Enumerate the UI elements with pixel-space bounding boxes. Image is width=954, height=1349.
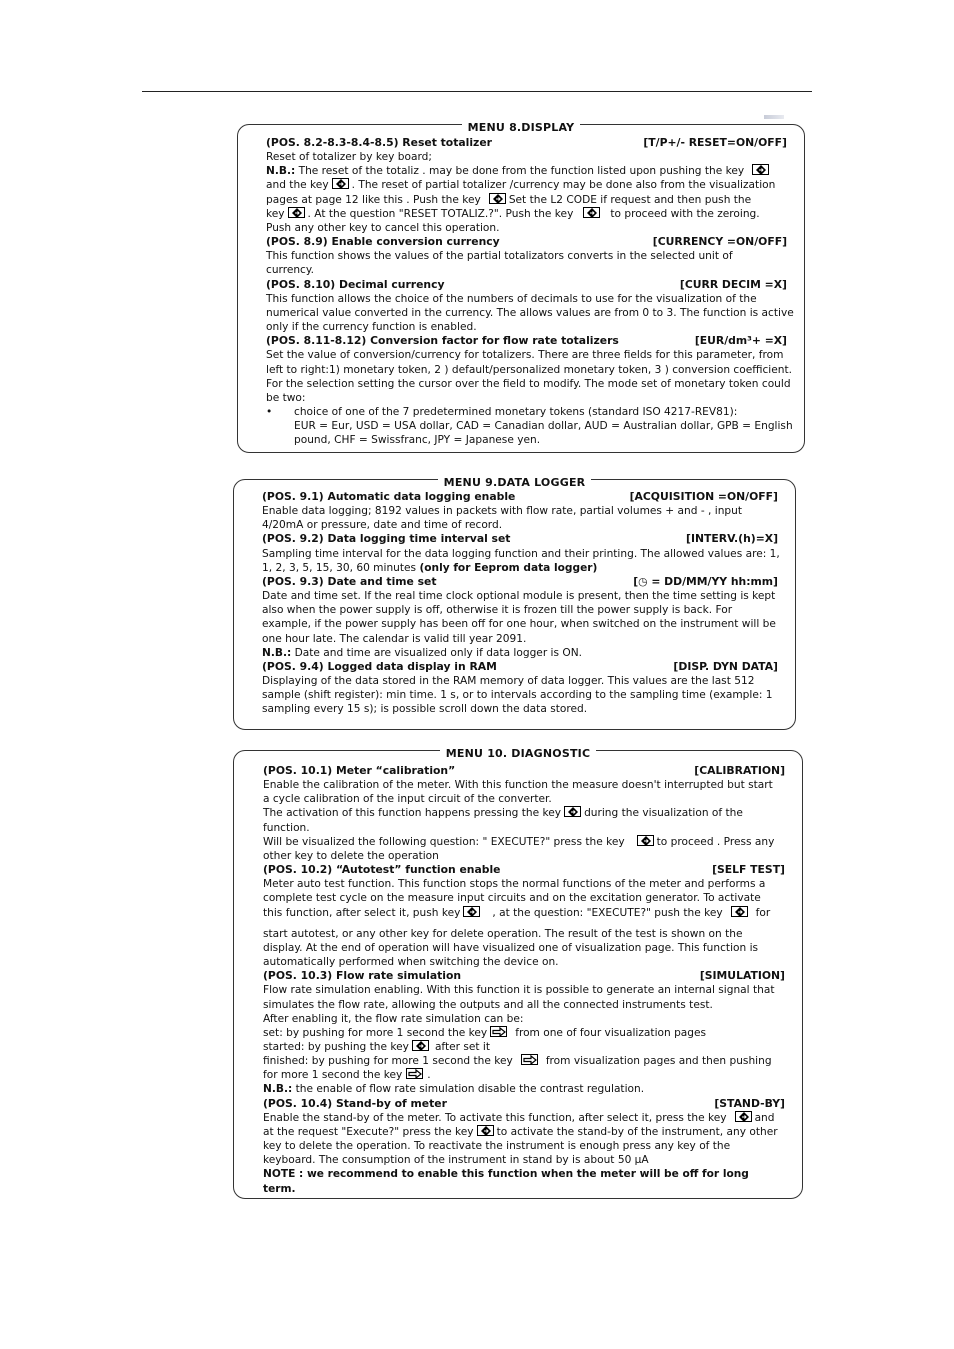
- text-line: Push any other key to cancel this operation.: [266, 221, 500, 234]
- text-line: example, if the power supply has been off for one hour, when switched on the instrument will be: [262, 618, 776, 631]
- enter-key-icon: [332, 178, 349, 189]
- enter-key-icon: [731, 906, 748, 917]
- enter-key-icon: [583, 207, 600, 218]
- text-line: complete test cycle on the measure input circuits and on the excitation generator. To activate: [263, 892, 761, 905]
- text-line: For the selection setting the cursor over the field to modify. The mode set of monetary token could: [266, 377, 791, 390]
- text-line: a cycle calibration of the input circuit of the converter.: [263, 793, 552, 806]
- text-line: N.B.: The reset of the totaliz . may be done from the function listed upon pushing the key: [266, 164, 787, 178]
- pos-9-1-heading: (POS. 9.1) Automatic data logging enable [ACQUISITION =ON/OFF]: [262, 490, 778, 503]
- text-line: Enable the calibration of the meter. With this function the measure doesn't interrupted but start: [263, 779, 773, 792]
- enter-key-icon: [637, 835, 654, 846]
- pos-8-11-heading: (POS. 8.11-8.12) Conversion factor for flow rate totalizers [EUR/dm³+ =X]: [266, 334, 787, 348]
- note-line: term.: [263, 1182, 296, 1195]
- text-line: Enable data logging; 8192 values in packets with flow rate, partial volumes + and - , input: [262, 505, 743, 518]
- enter-key-icon: [477, 1125, 494, 1136]
- pos-9-3-heading: (POS. 9.3) Date and time set [◷ = DD/MM/YY hh:mm]: [262, 574, 778, 588]
- menu9-panel: [233, 476, 796, 730]
- text-line: Date and time set. If the real time clock optional module is present, then the time setting is kept: [262, 590, 776, 603]
- text-line: key . At the question "RESET TOTALIZ.?". Push the key to proceed with the zeroing.: [266, 207, 760, 220]
- text-line: sample (shift register): min time. 1 s, or to intervals according to the sampling time (example: 1: [262, 689, 773, 702]
- text-line: Meter auto test function. This function stops the normal functions of the meter and performs a: [263, 878, 766, 891]
- text-line: only if the currency function is enabled.: [266, 321, 477, 334]
- text-line: also when the power supply is off, otherwise it is frozen till the power supply is back. For: [262, 604, 733, 617]
- text-line: display. At the end of operation will have visualized one of visualization page. This function is: [263, 941, 759, 954]
- menu9-title: MENU 9.DATA LOGGER: [234, 471, 795, 490]
- enter-key-icon: [752, 164, 769, 175]
- enter-key-icon: [735, 1111, 752, 1122]
- text-line: Enable the stand-by of the meter. To activate this function, after select it, press the key and: [263, 1111, 775, 1124]
- text-line: left to right:1) monetary token, 2 ) default/personalized monetary token, 3 ) conversion coefficient.: [266, 363, 792, 376]
- text-line: This function allows the choice of the numbers of decimals to use for the visualization of the: [266, 292, 757, 305]
- text-line: be two:: [266, 391, 306, 404]
- enter-key-icon: [463, 906, 480, 917]
- text-line: function.: [263, 821, 310, 834]
- pos-9-4-heading: (POS. 9.4) Logged data display in RAM [DISP. DYN DATA]: [262, 659, 778, 673]
- enter-key-icon: [564, 806, 581, 817]
- text-line: set: by pushing for more 1 second the key from one of four visualization pages: [263, 1026, 707, 1039]
- text-line: EUR = Eur, USD = USA dollar, CAD = Canadian dollar, AUD = Australian dollar, GPB = English: [294, 420, 793, 433]
- note-line: NOTE : we recommend to enable this function when the meter will be off for long: [263, 1168, 749, 1181]
- text-line: Displaying of the data stored in the RAM memory of data logger. This values are the last 512: [262, 675, 755, 688]
- menu8-panel: [237, 121, 805, 453]
- pos-10-4-heading: (POS. 10.4) Stand-by of meter [STAND-BY]: [263, 1096, 785, 1110]
- scan-mark: [764, 115, 784, 119]
- text-line: 1, 2, 3, 5, 15, 30, 60 minutes (only for Eeprom data logger): [262, 561, 598, 574]
- menu8-title: MENU 8.DISPLAY: [238, 116, 804, 135]
- pos-8-10-heading: (POS. 8.10) Decimal currency [CURR DECIM =X]: [266, 277, 787, 291]
- enter-key-icon: [288, 207, 305, 218]
- text-line: pound, CHF = Swissfranc, JPY = Japanese yen.: [294, 434, 541, 447]
- text-line: at the request "Execute?" press the key to activate the stand-by of the instrument, any other: [263, 1125, 778, 1138]
- enter-key-icon: [489, 193, 506, 204]
- right-arrow-key-icon: [521, 1054, 538, 1065]
- text-line: This function shows the values of the partial totalizators converts in the selected unit of: [266, 250, 733, 263]
- text-line: simulates the flow rate, allowing the outputs and all the connected instruments test.: [263, 998, 713, 1011]
- text-line: currency.: [266, 264, 315, 277]
- text-line: 4/20mA or pressure, date and time of record.: [262, 519, 503, 532]
- enter-key-icon: [412, 1040, 429, 1051]
- menu10-panel: [233, 747, 803, 1199]
- text-line: key to delete the operation. To reactivate the instrument is enough press any key of the: [263, 1140, 731, 1153]
- pos-8-2-heading: (POS. 8.2-8.3-8.4-8.5) Reset totalizer [T/P+/- RESET=ON/OFF]: [266, 136, 787, 149]
- text-line: Set the value of conversion/currency for totalizers. There are three fields for this parameter, from: [266, 349, 784, 362]
- text-line: finished: by pushing for more 1 second the key from visualization pages and then pushing: [263, 1055, 772, 1068]
- text-line: Reset of totalizer by key board;: [266, 151, 432, 164]
- text-line: N.B.: Date and time are visualized only if data logger is ON.: [262, 646, 583, 659]
- right-arrow-key-icon: [490, 1026, 507, 1037]
- text-line: one hour late. The calendar is valid till year 2091.: [262, 632, 527, 645]
- bullet-icon: •: [266, 405, 273, 418]
- text-line: Flow rate simulation enabling. With this function it is possible to generate an internal signal that: [263, 984, 775, 997]
- text-line: and the key . The reset of partial totalizer /currency may be done also from the visualization: [266, 179, 776, 192]
- text-line: other key to delete the operation: [263, 849, 439, 862]
- pos-8-9-heading: (POS. 8.9) Enable conversion currency [CURRENCY =ON/OFF]: [266, 235, 787, 249]
- text-line: sampling every 15 s); is possible scroll down the data stored.: [262, 703, 588, 716]
- text-line: start autotest, or any other key for delete operation. The result of the test is shown on the: [263, 927, 743, 940]
- text-line: this function, after select it, push key , at the question: "EXECUTE?" push the key for: [263, 906, 771, 919]
- text-line: After enabling it, the flow rate simulation can be:: [263, 1012, 524, 1025]
- menu10-title: MENU 10. DIAGNOSTIC: [234, 742, 802, 761]
- text-line: started: by pushing the key after set it: [263, 1040, 491, 1053]
- text-line: Will be visualized the following question: " EXECUTE?" press the key to proceed . Press any: [263, 835, 775, 848]
- text-line: numerical value converted in the currency. The allows values are from 0 to 3. The function is active: [266, 306, 794, 319]
- text-line: pages at page 12 like this . Push the key Set the L2 CODE if request and then push the: [266, 193, 752, 206]
- pos-10-1-heading: (POS. 10.1) Meter “calibration” [CALIBRATION]: [263, 764, 785, 777]
- text-line: Sampling time interval for the data logging function and their printing. The allowed values are: 1,: [262, 547, 780, 560]
- pos-10-3-heading: (POS. 10.3) Flow rate simulation [SIMULATION]: [263, 969, 785, 983]
- text-line: for more 1 second the key .: [263, 1069, 431, 1082]
- text-line: N.B.: the enable of flow rate simulation disable the contrast regulation.: [263, 1083, 645, 1096]
- text-line: The activation of this function happens pressing the key during the visualization of the: [263, 807, 743, 820]
- pos-10-2-heading: (POS. 10.2) “Autotest” function enable [SELF TEST]: [263, 863, 785, 877]
- header-rule: [142, 91, 812, 92]
- pos-9-2-heading: (POS. 9.2) Data logging time interval set [INTERV.(h)=X]: [262, 532, 778, 546]
- list-item: • choice of one of the 7 predetermined monetary tokens (standard ISO 4217-REV81):: [266, 405, 738, 418]
- right-arrow-key-icon: [406, 1068, 423, 1079]
- text-line: keyboard. The consumption of the instrument in stand by is about 50 µA: [263, 1154, 649, 1167]
- text-line: automatically performed when switching the device on.: [263, 956, 559, 969]
